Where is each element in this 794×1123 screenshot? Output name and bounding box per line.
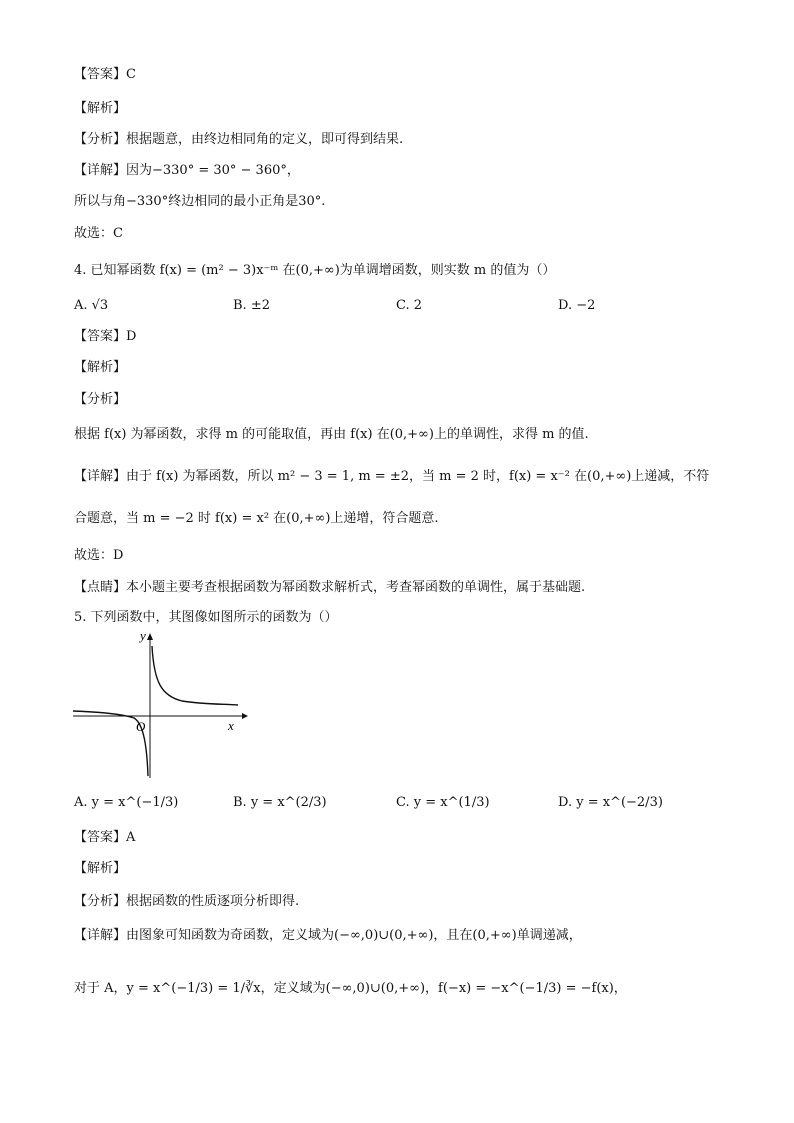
- q5-answer: 【答案】A: [74, 830, 136, 845]
- q4-option-b: B. ±2: [233, 298, 270, 313]
- q4-choose: 故选：D: [74, 548, 124, 563]
- q4-option-a: A. √3: [74, 298, 109, 313]
- q5-function-graph: [70, 628, 250, 780]
- q3-xiangjie-1: 【详解】因为−330° = 30° − 360°，: [74, 163, 300, 178]
- q5-xiangjie-1: 【详解】由图象可知函数为奇函数，定义域为(−∞,0)∪(0,+∞)，且在(0,+∞)单调递减，: [74, 928, 582, 943]
- q4-dianjing: 【点睛】本小题主要考查根据函数为幂函数求解析式，考查幂函数的单调性，属于基础题.: [74, 580, 586, 595]
- q4-option-c: C. 2: [396, 298, 423, 313]
- q4-stem: 4. 已知幂函数 f(x) = (m² − 3)x⁻ᵐ 在(0,+∞)为单调增函数，则实数 m 的值为（）: [74, 263, 556, 278]
- q5-option-b: B. y = x^(2/3): [233, 795, 327, 810]
- q5-xiangjie-2: 对于 A，y = x^(−1/3) = 1/∛x，定义域为(−∞,0)∪(0,+∞)，f(−x) = −x^(−1/3) = −f(x)，: [74, 981, 627, 996]
- q5-analysis-header: 【解析】: [74, 861, 127, 876]
- q4-fenxi: 【分析】: [74, 392, 127, 407]
- q4-option-d: D. −2: [558, 298, 596, 313]
- q3-answer: 【答案】C: [74, 67, 136, 82]
- q5-option-a: A. y = x^(−1/3): [74, 795, 179, 810]
- q5-fenxi: 【分析】根据函数的性质逐项分析即得.: [74, 894, 300, 909]
- q4-analysis-header: 【解析】: [74, 360, 127, 375]
- graph-origin-label: O: [136, 719, 146, 734]
- q4-fenxi-text: 根据 f(x) 为幂函数，求得 m 的可能取值，再由 f(x) 在(0,+∞)上的单调性，求得 m 的值.: [74, 427, 589, 442]
- q3-xiangjie-2: 所以与角−330°终边相同的最小正角是30°.: [74, 194, 326, 209]
- q5-option-c: C. y = x^(1/3): [396, 795, 490, 810]
- q3-choose: 故选：C: [74, 226, 123, 241]
- q5-stem: 5. 下列函数中，其图像如图所示的函数为（）: [74, 610, 338, 625]
- q4-answer: 【答案】D: [74, 329, 137, 344]
- q3-fenxi: 【分析】根据题意，由终边相同角的定义，即可得到结果.: [74, 132, 404, 147]
- q4-xiangjie-2: 合题意，当 m = −2 时 f(x) = x² 在(0,+∞)上递增，符合题意.: [74, 511, 439, 526]
- graph-x-label: x: [228, 718, 234, 733]
- q3-analysis-header: 【解析】: [74, 101, 127, 116]
- q5-option-d: D. y = x^(−2/3): [558, 795, 663, 810]
- graph-y-label: y: [140, 628, 146, 643]
- q4-xiangjie-1: 【详解】由于 f(x) 为幂函数，所以 m² − 3 = 1, m = ±2，当 m = 2 时，f(x) = x⁻² 在(0,+∞)上递减，不符: [74, 469, 710, 484]
